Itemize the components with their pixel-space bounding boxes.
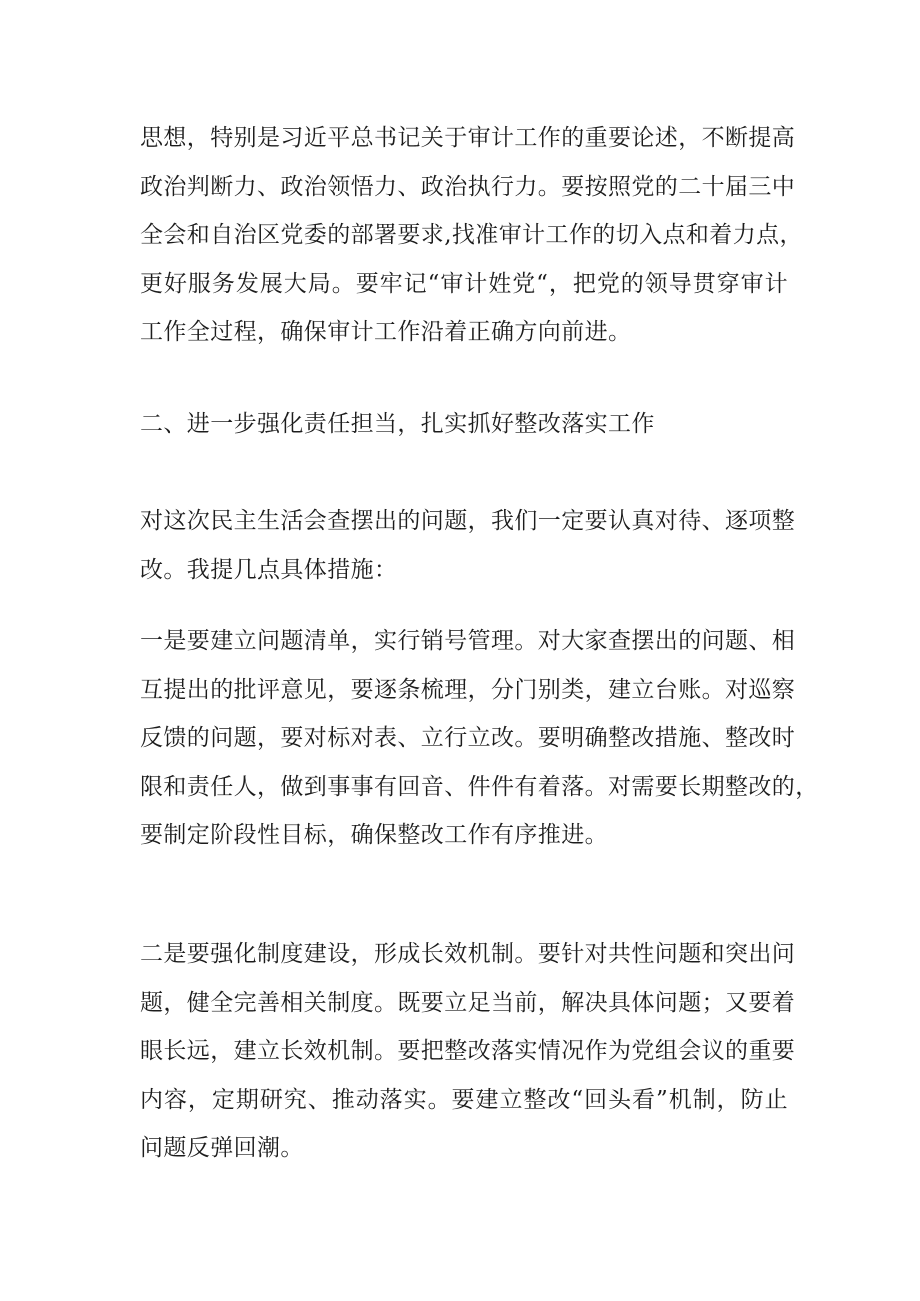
text-line: 工作全过程，确保审计工作沿着正确方向前进。 xyxy=(140,319,632,345)
text-line: 思想，特别是习近平总书记关于审计工作的重要论述，不断提高 xyxy=(140,125,796,151)
text-line: 内容，定期研究、推动落实。要建立整改“回头看”机制，防止 xyxy=(140,1086,788,1113)
text-line: 更好服务发展大局。要牢记“审计姓党“，把党的领导贯穿审计 xyxy=(140,270,788,297)
text-line: 全会和自治区党委的部署要求,找准审计工作的切入点和着力点， xyxy=(140,222,803,248)
paragraph-audit-thought xyxy=(140,114,803,357)
text-line: 互提出的批评意见，要逐条梳理，分门别类，建立台账。对巡察 xyxy=(140,676,796,703)
text-line: 反馈的问题，要对标对表、立行立改。要明确整改措施、整改时 xyxy=(140,725,796,751)
text-line: 政治判断力、政治领悟力、政治执行力。要按照党的二十届三中 xyxy=(140,173,796,200)
text-line: 二、进一步强化责任担当，扎实抓好整改落实工作 xyxy=(140,411,655,437)
text-line: 要制定阶段性目标，确保整改工作有序推进。 xyxy=(140,822,608,848)
text-line: 对这次民主生活会查摆出的问题，我们一定要认真对待、逐项整 xyxy=(140,508,796,534)
text-line: 题，健全完善相关制度。既要立足当前，解决具体问题；又要着 xyxy=(140,989,796,1016)
paragraph-measure-one xyxy=(140,617,819,860)
paragraph-rectification-intro xyxy=(140,497,796,594)
text-line: 二是要强化制度建设，形成长效机制。要针对共性问题和突出问 xyxy=(140,941,796,967)
text-line: 一是要建立问题清单，实行销号管理。对大家查摆出的问题、相 xyxy=(140,628,796,654)
text-line: 眼长远，建立长效机制。要把整改落实情况作为党组会议的重要 xyxy=(140,1038,796,1064)
paragraph-measure-two xyxy=(140,930,796,1173)
text-line: 改。我提几点具体措施： xyxy=(140,556,398,583)
section-heading-2 xyxy=(140,400,788,449)
text-line: 限和责任人，做到事事有回音、件件有着落。对需要长期整改的， xyxy=(140,773,819,800)
text-line: 问题反弹回潮。 xyxy=(140,1135,304,1161)
